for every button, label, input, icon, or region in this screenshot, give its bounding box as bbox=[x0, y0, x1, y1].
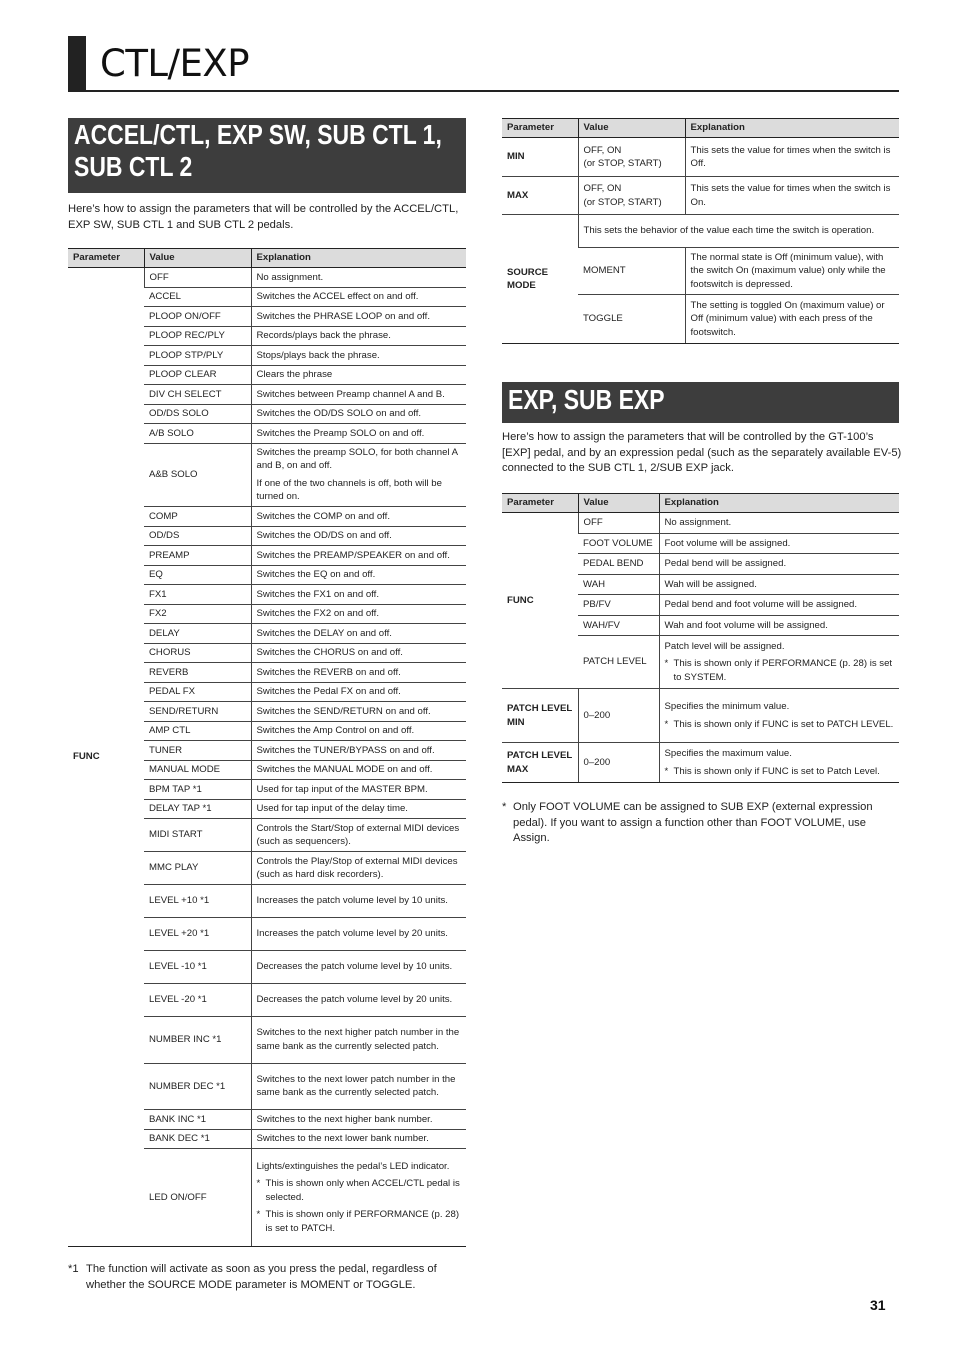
explanation-text: Increases the patch volume level by 20 units. bbox=[256, 928, 448, 940]
explanation-cell bbox=[251, 741, 466, 761]
value-cell: PLOOP CLEAR bbox=[144, 365, 251, 385]
value-cell: PLOOP STP/PLY bbox=[144, 346, 251, 366]
explanation-text: Stops/plays back the phrase. bbox=[256, 349, 380, 361]
explanation-cell bbox=[251, 852, 466, 885]
explanation-text: Switches the MANUAL MODE on and off. bbox=[256, 764, 433, 776]
value-cell: MMC PLAY bbox=[144, 852, 251, 885]
switch-settings-table bbox=[502, 118, 899, 344]
explanation-text: Switches the FX2 on and off. bbox=[256, 608, 379, 620]
explanation-cell bbox=[251, 424, 466, 444]
explanation-cell: This sets the value for times when the switch is Off. bbox=[685, 138, 899, 177]
explanation-cell bbox=[659, 513, 899, 534]
column-header: Explanation bbox=[251, 249, 466, 268]
value-cell: PATCH LEVEL bbox=[578, 636, 659, 689]
value-cell: 0–200 bbox=[578, 689, 659, 743]
column-header: Parameter bbox=[502, 119, 578, 138]
value-cell: MIDI START bbox=[144, 819, 251, 852]
note-mark: * bbox=[664, 765, 669, 777]
table-row bbox=[502, 177, 899, 215]
note-mark: * bbox=[256, 1178, 261, 1190]
value-cell: OD/DS SOLO bbox=[144, 404, 251, 424]
explanation-text: Pedal bend will be assigned. bbox=[664, 558, 787, 570]
value-cell: WAH bbox=[578, 574, 659, 595]
parameter-cell: FUNC bbox=[68, 268, 144, 1247]
value-cell: EQ bbox=[144, 565, 251, 585]
page-header bbox=[68, 36, 899, 92]
value-cell: 0–200 bbox=[578, 743, 659, 783]
explanation-cell bbox=[251, 268, 466, 288]
value-cell: REVERB bbox=[144, 663, 251, 683]
explanation-cell bbox=[251, 702, 466, 722]
explanation-cell bbox=[251, 346, 466, 366]
value-cell: LEVEL -10 *1 bbox=[144, 951, 251, 984]
explanation-cell bbox=[251, 918, 466, 951]
footnote-text: The function will activate as soon as you press the pedal, regardless of whether the SOURCE MODE parameter is MOMENT or TOGGLE. bbox=[86, 1263, 437, 1291]
explanation-text: Switches the FX1 on and off. bbox=[256, 588, 379, 600]
explanation-text: Switches the Pedal FX on and off. bbox=[256, 686, 401, 698]
explanation-text: Switches the DELAY on and off. bbox=[256, 627, 392, 639]
explanation-cell bbox=[251, 643, 466, 663]
value-cell: A/B SOLO bbox=[144, 424, 251, 444]
note bbox=[257, 1177, 462, 1204]
value-cell: BANK DEC *1 bbox=[144, 1129, 251, 1149]
parameter-cell: SOURCE MODE bbox=[502, 215, 578, 344]
column-header: Value bbox=[144, 249, 251, 268]
explanation-cell bbox=[659, 743, 899, 783]
value-cell: BPM TAP *1 bbox=[144, 780, 251, 800]
explanation-cell bbox=[251, 604, 466, 624]
note-text: This is shown only when ACCEL/CTL pedal is selected. bbox=[265, 1178, 460, 1203]
func-assign-table bbox=[68, 248, 466, 1247]
footnote bbox=[68, 1262, 468, 1293]
explanation-cell bbox=[251, 760, 466, 780]
explanation-cell bbox=[251, 526, 466, 546]
explanation-cell: This sets the value for times when the switch is On. bbox=[685, 177, 899, 215]
explanation-cell bbox=[659, 574, 899, 595]
explanation-text: Specifies the minimum value. bbox=[664, 701, 790, 713]
explanation-text: Clears the phrase bbox=[256, 369, 333, 381]
parameter-cell: FUNC bbox=[502, 513, 578, 689]
value-cell: CHORUS bbox=[144, 643, 251, 663]
note-mark: * bbox=[664, 718, 669, 730]
explanation-cell: The normal state is Off (minimum value), with the switch On (maximum value) only while the footswitch is depressed. bbox=[685, 248, 899, 295]
explanation-text: Switches the PHRASE LOOP on and off. bbox=[256, 310, 430, 322]
value-cell: TUNER bbox=[144, 741, 251, 761]
explanation-cell bbox=[251, 819, 466, 852]
note-mark: * bbox=[256, 1209, 261, 1221]
explanation-text: Controls the Start/Stop of external MIDI devices (such as sequencers). bbox=[256, 822, 460, 847]
explanation-cell bbox=[659, 595, 899, 616]
explanation-cell bbox=[251, 1129, 466, 1149]
explanation-text: Lights/extinguishes the pedal’s LED indicator. bbox=[256, 1160, 450, 1172]
explanation-cell bbox=[251, 885, 466, 918]
title-accent-bar bbox=[68, 36, 86, 91]
value-cell: PLOOP REC/PLY bbox=[144, 326, 251, 346]
value-cell: DELAY TAP *1 bbox=[144, 799, 251, 819]
explanation-text: Switches the preamp SOLO, for both channel A and B, on and off. bbox=[256, 446, 458, 472]
value-cell: PEDAL BEND bbox=[578, 554, 659, 575]
table-row bbox=[502, 513, 899, 534]
footnote-mark: *1 bbox=[68, 1263, 79, 1275]
column-header: Explanation bbox=[659, 494, 899, 513]
explanation-cell bbox=[251, 1017, 466, 1064]
value-cell: LEVEL -20 *1 bbox=[144, 984, 251, 1017]
note bbox=[257, 1208, 462, 1235]
description-cell: This sets the behavior of the value each time the switch is operation. bbox=[578, 215, 899, 248]
value-cell: OD/DS bbox=[144, 526, 251, 546]
explanation-cell bbox=[251, 951, 466, 984]
note-mark: * bbox=[664, 658, 669, 670]
explanation-text: Switches the SEND/RETURN on and off. bbox=[256, 705, 431, 717]
explanation-cell bbox=[251, 624, 466, 644]
explanation-text: Decreases the patch volume level by 20 units. bbox=[256, 994, 453, 1006]
explanation-cell bbox=[251, 1110, 466, 1130]
value-cell: NUMBER INC *1 bbox=[144, 1017, 251, 1064]
explanation-text: Specifies the maximum value. bbox=[664, 748, 792, 760]
table-row bbox=[68, 268, 466, 288]
value-cell: OFF bbox=[144, 268, 251, 288]
explanation-text: Patch level will be assigned. bbox=[664, 640, 785, 652]
explanation-cell bbox=[251, 1149, 466, 1247]
table-row bbox=[502, 138, 899, 177]
explanation-text: No assignment. bbox=[256, 271, 324, 283]
explanation-text: Used for tap input of the MASTER BPM. bbox=[256, 783, 428, 795]
explanation-text: Controls the Play/Stop of external MIDI devices (such as hard disk recorders). bbox=[256, 855, 458, 880]
explanation-text: Switches the EQ on and off. bbox=[256, 569, 376, 581]
table-row bbox=[502, 689, 899, 743]
value-cell: TOGGLE bbox=[578, 295, 685, 344]
parameter-cell: MIN bbox=[502, 138, 578, 177]
explanation-text: Wah and foot volume will be assigned. bbox=[664, 619, 828, 631]
footnote bbox=[502, 800, 902, 847]
explanation-cell bbox=[251, 385, 466, 405]
value-cell: NUMBER DEC *1 bbox=[144, 1063, 251, 1110]
explanation-cell bbox=[251, 721, 466, 741]
value-cell: WAH/FV bbox=[578, 615, 659, 636]
value-cell: LEVEL +10 *1 bbox=[144, 885, 251, 918]
value-cell: PREAMP bbox=[144, 546, 251, 566]
explanation-cell bbox=[659, 689, 899, 743]
explanation-text: No assignment. bbox=[664, 517, 732, 529]
explanation-text: Switches the Preamp SOLO on and off. bbox=[256, 427, 425, 439]
column-header: Explanation bbox=[685, 119, 899, 138]
explanation-cell bbox=[251, 287, 466, 307]
value-cell: PEDAL FX bbox=[144, 682, 251, 702]
explanation-text: Switches the TUNER/BYPASS on and off. bbox=[256, 744, 435, 756]
parameter-cell: PATCH LEVEL MIN bbox=[502, 689, 578, 743]
value-cell: OFF, ON (or STOP, START) bbox=[578, 138, 685, 177]
explanation-text: Records/plays back the phrase. bbox=[256, 330, 391, 342]
footnote-mark: * bbox=[502, 801, 507, 813]
note bbox=[665, 765, 895, 778]
explanation-text: Switches the OD/DS on and off. bbox=[256, 530, 392, 542]
value-cell: DIV CH SELECT bbox=[144, 385, 251, 405]
explanation-cell bbox=[251, 663, 466, 683]
note bbox=[665, 718, 895, 731]
value-cell: FX2 bbox=[144, 604, 251, 624]
explanation-cell bbox=[251, 1063, 466, 1110]
explanation-text: Wah will be assigned. bbox=[664, 578, 757, 590]
explanation-text: Switches the COMP on and off. bbox=[256, 510, 390, 522]
explanation-cell bbox=[251, 307, 466, 327]
explanation-cell bbox=[251, 326, 466, 346]
explanation-text: Switches to the next lower patch number in the same bank as the currently selected patch. bbox=[256, 1073, 456, 1099]
explanation-text: Switches the REVERB on and off. bbox=[256, 666, 401, 678]
note-text: This is shown only if FUNC is set to PATCH LEVEL. bbox=[673, 718, 894, 730]
value-cell: FX1 bbox=[144, 585, 251, 605]
value-cell: PB/FV bbox=[578, 595, 659, 616]
value-cell: MANUAL MODE bbox=[144, 760, 251, 780]
section-heading-exp: EXP, SUB EXP bbox=[502, 382, 899, 423]
explanation-text: Switches the PREAMP/SPEAKER on and off. bbox=[256, 549, 450, 561]
explanation-cell bbox=[251, 443, 466, 507]
explanation-cell bbox=[251, 565, 466, 585]
table-row bbox=[502, 215, 899, 248]
table-header-row bbox=[68, 249, 466, 268]
explanation-cell: The setting is toggled On (maximum value) or Off (minimum value) with each press of the footswitch. bbox=[685, 295, 899, 344]
note-text: This is shown only if FUNC is set to Patch Level. bbox=[673, 765, 880, 777]
section-intro-accel-ctl: Here’s how to assign the parameters that will be controlled by the ACCEL/CTL, EXP SW, SUB CTL 1 and SUB CTL 2 pedals. bbox=[68, 203, 459, 231]
value-cell: LED ON/OFF bbox=[144, 1149, 251, 1247]
explanation-text: Switches the ACCEL effect on and off. bbox=[256, 291, 419, 303]
explanation-cell bbox=[659, 615, 899, 636]
explanation-cell bbox=[659, 554, 899, 575]
explanation-text: Switches the CHORUS on and off. bbox=[256, 647, 403, 659]
value-cell: PLOOP ON/OFF bbox=[144, 307, 251, 327]
explanation-text: Switches to the next higher patch number in the same bank as the currently selected patch. bbox=[256, 1027, 460, 1052]
explanation-text: Switches between Preamp channel A and B. bbox=[256, 388, 445, 400]
footnote-text: Only FOOT VOLUME can be assigned to SUB EXP (external expression pedal). If you want to assign a function other than FOOT VOLUME, use Assign. bbox=[513, 801, 873, 844]
explanation-extra: If one of the two channels is off, both will be turned on. bbox=[256, 477, 442, 503]
explanation-cell bbox=[251, 546, 466, 566]
value-cell: AMP CTL bbox=[144, 721, 251, 741]
section-heading-accel-ctl: ACCEL/CTL, EXP SW, SUB CTL 1, SUB CTL 2 bbox=[68, 118, 466, 193]
explanation-cell bbox=[251, 404, 466, 424]
explanation-cell bbox=[659, 636, 899, 689]
explanation-text: Switches to the next lower bank number. bbox=[256, 1133, 429, 1145]
explanation-text: Increases the patch volume level by 10 units. bbox=[256, 895, 448, 907]
section-intro-exp: Here’s how to assign the parameters that will be controlled by the GT-100’s [EXP] pedal, and by an expression pedal (such as the separately available EV-5) connected to the SUB CTL 1, 2/SUB EXP jack. bbox=[502, 431, 902, 474]
table-row bbox=[502, 743, 899, 783]
value-cell: SEND/RETURN bbox=[144, 702, 251, 722]
note-text: This is shown only if PERFORMANCE (p. 28) is set to PATCH. bbox=[265, 1209, 460, 1234]
explanation-cell bbox=[659, 533, 899, 554]
value-cell: COMP bbox=[144, 507, 251, 527]
value-cell: A&B SOLO bbox=[144, 443, 251, 507]
value-cell: OFF, ON (or STOP, START) bbox=[578, 177, 685, 215]
explanation-text: Switches to the next higher bank number. bbox=[256, 1113, 433, 1125]
explanation-cell bbox=[251, 984, 466, 1017]
explanation-text: Foot volume will be assigned. bbox=[664, 537, 791, 549]
exp-assign-table bbox=[502, 493, 899, 783]
parameter-cell: MAX bbox=[502, 177, 578, 215]
explanation-cell bbox=[251, 365, 466, 385]
value-cell: OFF bbox=[578, 513, 659, 534]
explanation-text: Switches the OD/DS SOLO on and off. bbox=[256, 408, 422, 420]
explanation-cell bbox=[251, 682, 466, 702]
page-number: 31 bbox=[870, 1297, 886, 1313]
explanation-cell bbox=[251, 799, 466, 819]
table-header-row bbox=[502, 494, 899, 513]
value-cell: FOOT VOLUME bbox=[578, 533, 659, 554]
column-header: Parameter bbox=[502, 494, 578, 513]
column-header: Value bbox=[578, 119, 685, 138]
value-cell: LEVEL +20 *1 bbox=[144, 918, 251, 951]
note bbox=[665, 657, 895, 684]
value-cell: DELAY bbox=[144, 624, 251, 644]
value-cell: BANK INC *1 bbox=[144, 1110, 251, 1130]
explanation-cell bbox=[251, 507, 466, 527]
column-header: Value bbox=[578, 494, 659, 513]
explanation-text: Decreases the patch volume level by 10 units. bbox=[256, 961, 453, 973]
explanation-cell bbox=[251, 585, 466, 605]
explanation-text: Pedal bend and foot volume will be assigned. bbox=[664, 599, 858, 611]
explanation-text: Switches the Amp Control on and off. bbox=[256, 725, 415, 737]
page-title: CTL/EXP bbox=[100, 42, 250, 85]
explanation-cell bbox=[251, 780, 466, 800]
table-header-row bbox=[502, 119, 899, 138]
value-cell: ACCEL bbox=[144, 287, 251, 307]
column-header: Parameter bbox=[68, 249, 144, 268]
value-cell: MOMENT bbox=[578, 248, 685, 295]
parameter-cell: PATCH LEVEL MAX bbox=[502, 743, 578, 783]
note-text: This is shown only if PERFORMANCE (p. 28) is set to SYSTEM. bbox=[673, 658, 893, 683]
explanation-text: Used for tap input of the delay time. bbox=[256, 803, 408, 815]
